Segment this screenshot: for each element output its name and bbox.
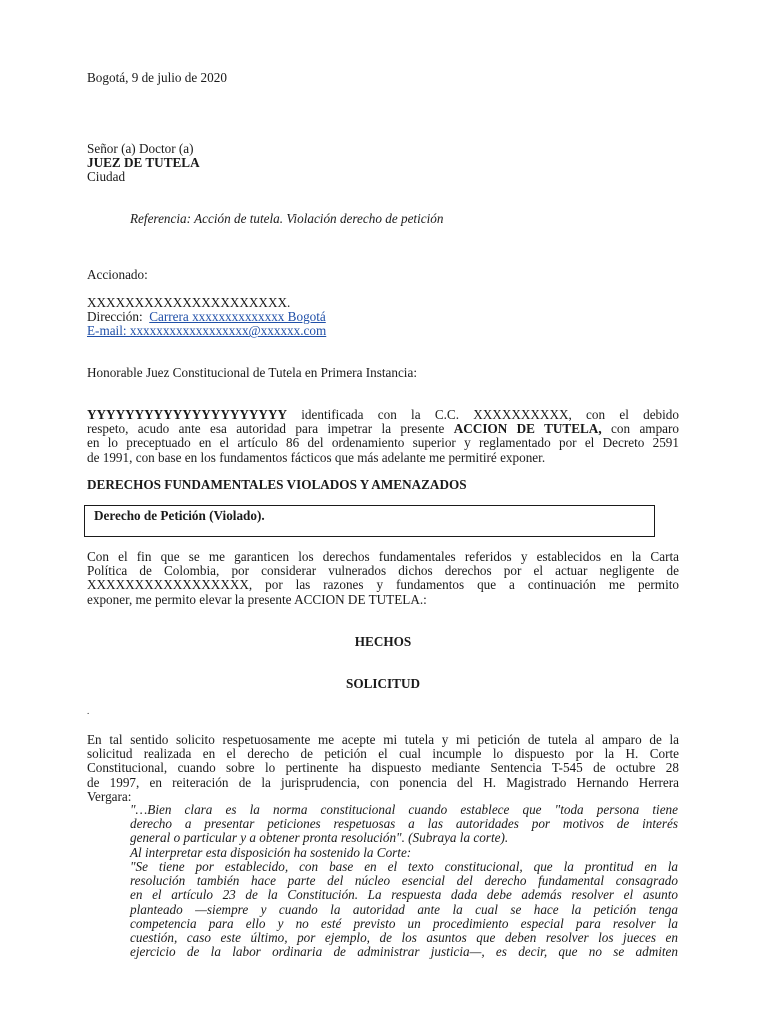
quote2-line-1: "Se tiene por establecido, con base en el texto constitucional, que la prontitud en la (130, 859, 678, 874)
accion-de-tutela-bold: ACCION DE TUTELA, (453, 421, 602, 437)
date-line: Bogotá, 9 de julio de 2020 (87, 70, 227, 85)
quote2-line-4: planteado —siempre y cuando la autoridad ante la cual se hace la petición tenga (130, 901, 678, 917)
solicitud-paragraph (87, 733, 679, 804)
intro-line-2-pre: respeto, acudo ante esa autoridad para impetrar la presente (87, 421, 454, 437)
quote2-line-7: ejercicio de la labor ordinaria de administrar justicia—, es decir, que no se admiten (130, 944, 678, 960)
greeting-line: Honorable Juez Constitucional de Tutela en Primera Instancia: (87, 365, 417, 380)
purpose-paragraph (87, 550, 679, 607)
purpose-line-3: XXXXXXXXXXXXXXXXX, por las razones y fundamentos que a continuación me permito (87, 577, 679, 593)
address-label: Dirección: (87, 309, 143, 325)
intro-line-1-rest: identificada con la C.C. XXXXXXXXXX, con el debido (287, 407, 679, 422)
intro-line-2-post: con amparo (601, 421, 679, 437)
purpose-line-4: exponer, me permito elevar la presente ACCION DE TUTELA.: (87, 591, 427, 607)
quote1-line-1: "…Bien clara es la norma constitucional cuando establece que "toda persona tiene (130, 802, 678, 817)
addressee-title: JUEZ DE TUTELA (87, 155, 200, 171)
solicitud-line-3: Constitucional, cuando sobre lo pertinente ha dispuesto mediante Sentencia T-545 de octubre 28 (87, 760, 679, 776)
heading-hechos: HECHOS (354, 634, 412, 649)
intro-line-3: en lo preceptuado en el artículo 86 del ordenamiento superior y reglamentado por el Decreto 2591 (87, 435, 679, 451)
quote2-line-2: resolución también hace parte del núcleo esencial del derecho fundamental consagrado (130, 873, 678, 889)
quote1-line-4: Al interpretar esta disposición ha sostenido la Corte: (130, 844, 412, 860)
email-link[interactable]: E-mail: xxxxxxxxxxxxxxxxxx@xxxxxx.com (87, 323, 327, 339)
intro-line-1 (87, 408, 679, 422)
quote2-line-3: en el artículo 23 de la Constitución. La respuesta dada debe además resolver el asunto (130, 887, 678, 903)
rights-heading: DERECHOS FUNDAMENTALES VIOLADOS Y AMENAZADOS (87, 477, 467, 492)
claimant-name: YYYYYYYYYYYYYYYYYYYYY (87, 407, 287, 422)
purpose-line-1: Con el fin que se me garanticen los derechos fundamentales referidos y establecidos en la Carta (87, 549, 679, 564)
solicitud-line-1: En tal sentido solicito respetuosamente me acepte mi tutela y mi petición de tutela al amparo de la (87, 732, 679, 747)
address-link[interactable]: Carrera xxxxxxxxxxxxxx Bogotá (149, 309, 326, 325)
quote1-line-3: general o particular y a obtener pronta resolución". (Subraya la corte). (130, 830, 509, 846)
purpose-line-2: Política de Colombia, por considerar vulnerados dichos derechos por el actuar negligente de (87, 563, 679, 579)
rights-box (84, 505, 655, 537)
solicitud-line-5: Vergara: (87, 788, 132, 804)
accionado-name: XXXXXXXXXXXXXXXXXXXXX. (87, 295, 291, 310)
solicitud-line-2: solicitud realizada en el derecho de petición el cual incumple lo dispuesto por la H. Corte (87, 746, 679, 762)
intro-line-4: de 1991, con base en los fundamentos fácticos que más adelante me permitiré exponer. (87, 449, 546, 465)
reference-line: Referencia: Acción de tutela. Violación derecho de petición (130, 211, 444, 226)
quote2-line-6: cuestión, caso este último, por ejemplo, de los asuntos que deben resolver los jueces en (130, 930, 678, 946)
addressee-salutation: Señor (a) Doctor (a) (87, 141, 194, 156)
accionado-label: Accionado: (87, 267, 148, 282)
quote1-line-2: derecho a presentar peticiones respetuosas a las autoridades por motivos de interés (130, 816, 678, 832)
intro-line-2 (87, 422, 679, 436)
quote-block-2 (130, 860, 678, 959)
stray-dot: . (87, 706, 90, 716)
accionado-address (87, 310, 679, 324)
solicitud-line-4: de 1997, en reiteración de la jurisprudencia, con ponencia del H. Magistrado Hernando Herrera (87, 774, 679, 790)
rights-box-text: Derecho de Petición (Violado). (94, 508, 265, 523)
heading-solicitud: SOLICITUD (345, 676, 421, 691)
addressee-city: Ciudad (87, 169, 126, 185)
accionado-block (87, 296, 679, 339)
intro-paragraph (87, 408, 679, 465)
quote2-line-5: competencia para ello y no esté previsto un procedimiento especial para resolver la (130, 915, 678, 931)
quote-block-1 (130, 803, 678, 860)
addressee-block (87, 142, 679, 185)
